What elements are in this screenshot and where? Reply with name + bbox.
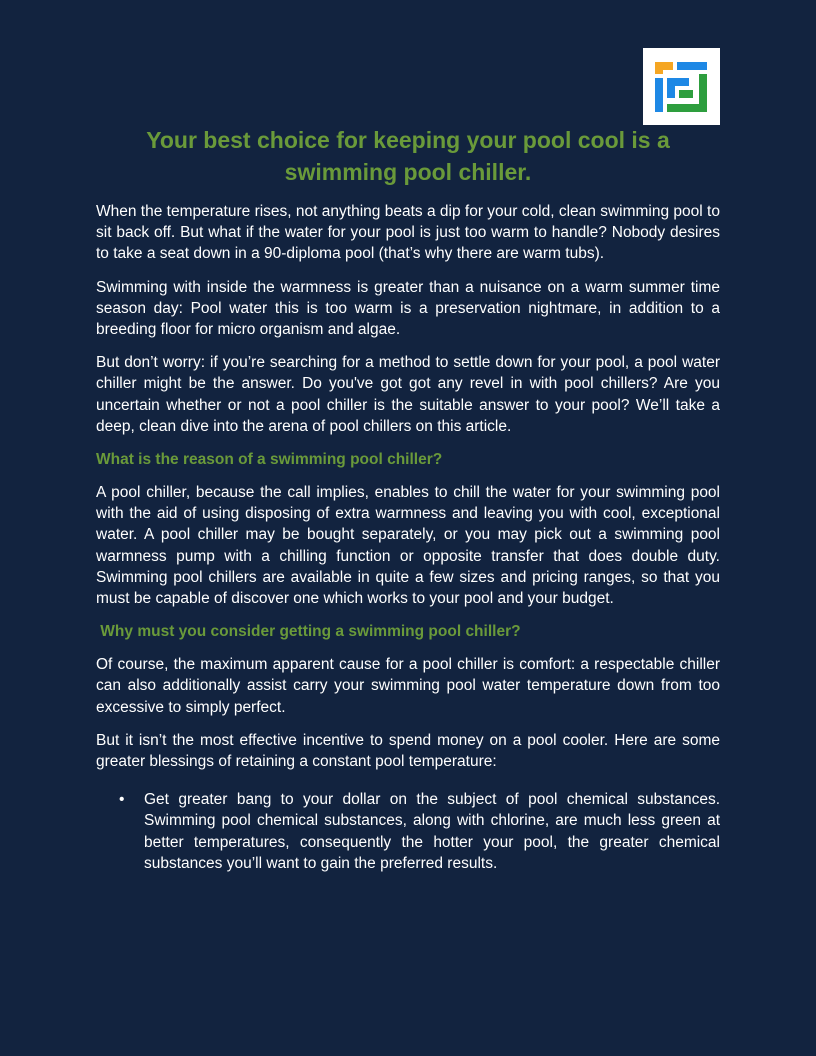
body-paragraph: But don’t worry: if you’re searching for a method to settle down for your pool, a pool water chiller might be the answer. Do you've got got any revel in with pool chillers? Are you uncertain whether or not a pool chiller is the suitable answer to your pool? We’ll take a deep, clean dive into the arena of pool chillers on this article. [96, 354, 720, 435]
document-body [96, 124, 720, 874]
section-heading-reason: What is the reason of a swimming pool chiller? [96, 451, 443, 469]
list-item-text: Get greater bang to your dollar on the subject of pool chemical substances. Swimming pool chemical substances, along with chlorine, are much less green at better temperatures, consequently the hotter your pool, the greater chemical substances you’ll want to gain the preferred results. [144, 791, 720, 872]
bullet-icon: • [119, 791, 125, 809]
company-logo-icon [643, 48, 720, 125]
body-paragraph: But it isn’t the most effective incentive to spend money on a pool cooler. Here are some greater blessings of retaining a constant pool temperature: [96, 731, 720, 771]
document-title: Your best choice for keeping your pool cool is a swimming pool chiller. [146, 127, 670, 185]
body-paragraph: A pool chiller, because the call implies, enables to chill the water for your swimming pool with the aid of using disposing of extra warmness and leaving you with cool, exceptional water. A pool chiller may be bought separately, or you may pick out a swimming pool warmness pump with a chilling function or opposite transfer that does double duty. Swimming pool chillers are available in quite a few sizes and pricing ranges, so that you must be capable of discover one which works to your pool and your budget. [96, 484, 720, 608]
section-heading-why: Why must you consider getting a swimming pool chiller? [96, 623, 521, 641]
body-paragraph: Swimming with inside the warmness is greater than a nuisance on a warm summer time season day: Pool water this is too warm is a preservation nightmare, in addition to a breeding floor for micro organism and algae. [96, 278, 720, 339]
benefits-list [96, 789, 720, 874]
body-paragraph: Of course, the maximum apparent cause for a pool chiller is comfort: a respectable chiller can also additionally assist carry your swimming pool water temperature down from too excessive to simply perfect. [96, 656, 720, 716]
list-item [119, 789, 720, 874]
logo-mark-icon [643, 48, 720, 125]
intro-paragraph: When the temperature rises, not anything beats a dip for your cold, clean swimming pool to sit back off. But what if the water for your pool is just too warm to handle? Nobody desires to take a seat down in a 90-diploma pool (that’s why there are warm tubs). [96, 203, 720, 263]
